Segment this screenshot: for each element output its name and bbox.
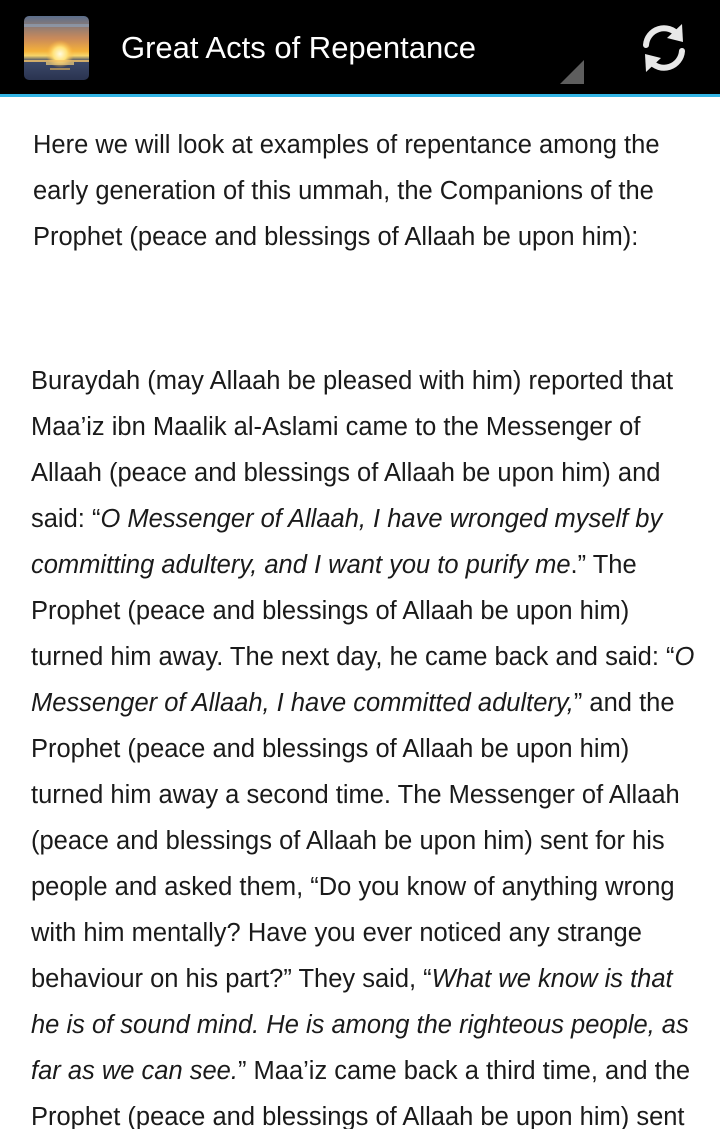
- overflow-dropdown-indicator-icon[interactable]: [560, 60, 584, 84]
- quote-text: What we know is that: [431, 965, 673, 993]
- quote-text: he is of sound mind. He is among the righteous people, as: [31, 1011, 689, 1039]
- story-text: turned him away. The next day, he came back and said: “: [31, 643, 675, 671]
- story-text: behaviour on his part?” They said, “: [31, 965, 432, 993]
- story-line: (peace and blessings of Allaah be upon him) sent for his: [31, 827, 665, 855]
- story-line: Prophet (peace and blessings of Allaah be upon him): [31, 735, 630, 763]
- story-line: with him mentally? Have you ever noticed any strange: [31, 919, 642, 947]
- quote-text: Messenger of Allaah, I have committed adultery,: [31, 689, 574, 717]
- app-title: Great Acts of Repentance: [121, 30, 476, 65]
- quote-text: O Messenger of Allaah, I have wronged myself by: [100, 505, 663, 533]
- quote-text: far as we can see.: [31, 1057, 238, 1085]
- story-line: Buraydah (may Allaah be pleased with him) reported that: [31, 367, 674, 395]
- story-line: [31, 1002, 711, 1048]
- intro-paragraph: [33, 122, 713, 260]
- story-line: Maa’iz ibn Maalik al-Aslami came to the Messenger of: [31, 413, 641, 441]
- quote-text: committing adultery, and I want you to purify me: [31, 551, 571, 579]
- story-line: [31, 496, 711, 542]
- story-text: ” Maa’iz came back a third time, and the: [237, 1057, 691, 1085]
- story-line: [31, 956, 711, 1002]
- story-text: said: “: [31, 505, 101, 533]
- story-line: people and asked them, “Do you know of anything wrong: [31, 873, 675, 901]
- story-line: [31, 680, 711, 726]
- quote-text: O: [674, 643, 695, 671]
- story-line: Prophet (peace and blessings of Allaah be upon him) sent: [31, 1103, 685, 1129]
- story-line: turned him away a second time. The Messenger of Allaah: [31, 781, 680, 809]
- story-line: Prophet (peace and blessings of Allaah be upon him): [31, 597, 630, 625]
- story-line: [31, 1048, 711, 1094]
- refresh-icon[interactable]: [634, 18, 694, 78]
- story-line: [31, 542, 711, 588]
- intro-line: Here we will look at examples of repentance among the: [33, 131, 660, 159]
- sunset-app-icon[interactable]: [24, 16, 89, 80]
- story-line: Allaah (peace and blessings of Allaah be upon him) and: [31, 459, 661, 487]
- action-bar: [0, 0, 720, 94]
- story-text: ” and the: [573, 689, 675, 717]
- story-text: .” The: [570, 551, 637, 579]
- intro-line: early generation of this ummah, the Companions of the: [33, 177, 654, 205]
- story-line: [31, 634, 711, 680]
- article-content[interactable]: [0, 97, 720, 1129]
- story-paragraph: [31, 358, 711, 1129]
- intro-line: Prophet (peace and blessings of Allaah be upon him):: [33, 223, 639, 251]
